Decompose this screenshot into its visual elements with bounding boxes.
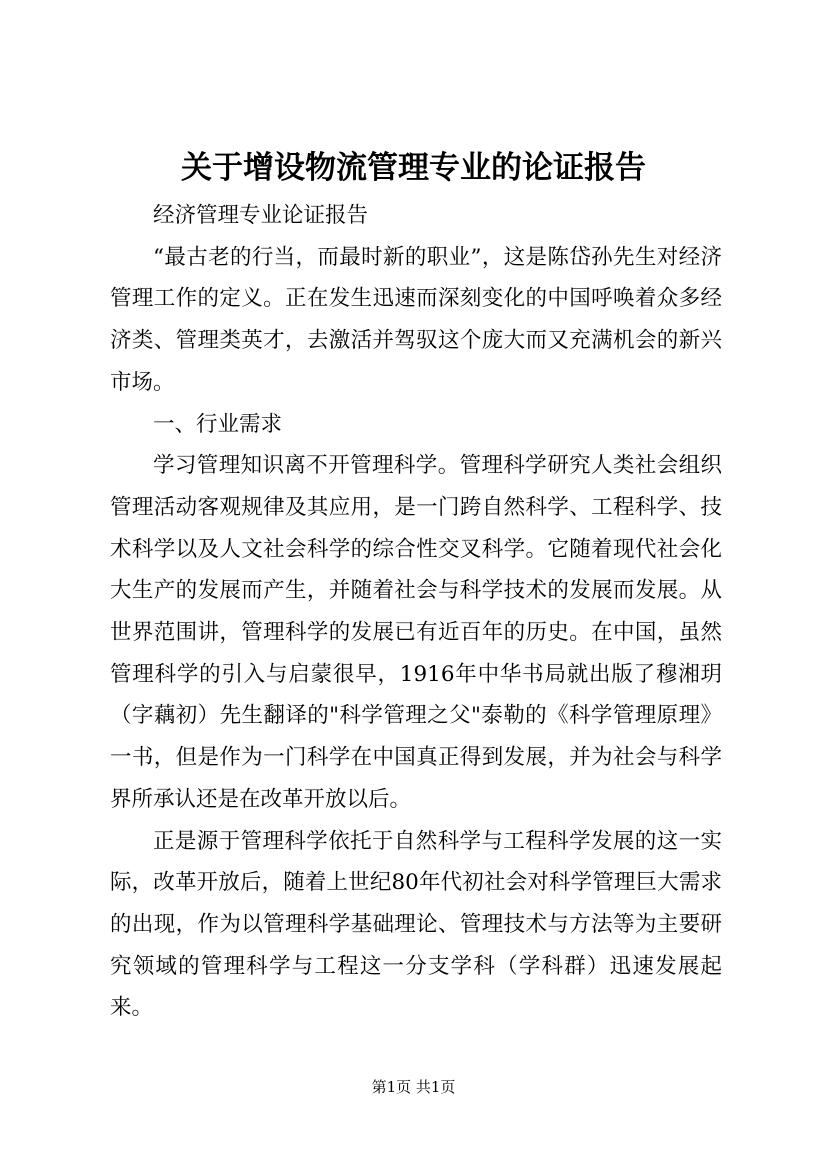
paragraph-subtitle: 经济管理专业论证报告 (153, 203, 369, 228)
paragraph-management-science: 学习管理知识离不开管理科学。管理科学研究人类社会组织管理活动客观规律及其应用，是一门跨自然科学、工程科学、技术科学以及人文社会科学的综合性交叉科学。它随着现代社会化大生产的发展而产生，并随着社会与科学技术的发展而发展。从世界范围讲，管理科学的发展已有近百年的历史。在中国，虽然管理科学的引入与启蒙很早，1916年中华书局就出版了穆湘玥（字藕初）先生翻译的"科学管理之父"泰勒的《科学管理原理》一书，但是作为一门科学在中国真正得到发展，并为社会与科学界所承认还是在改革开放以后。 (110, 453, 722, 812)
page-footer: 第1页 共1页 (371, 1078, 456, 1096)
paragraph-reform: 正是源于管理科学依托于自然科学与工程科学发展的这一实际，改革开放后，随着上世纪80年代初社会对科学管理巨大需求的出现，作为以管理科学基础理论、管理技术与方法等为主要研究领域的管理科学与工程这一分支学科（学科群）迅速发展起来。 (110, 828, 722, 1021)
paragraph-intro: “最古老的行当，而最时新的职业”，这是陈岱孙先生对经济管理工作的定义。正在发生迅速而深刻变化的中国呼唤着众多经济类、管理类英才，去激活并驾驭这个庞大而又充满机会的新兴市场。 (110, 244, 722, 395)
document-body (110, 195, 722, 1029)
section-heading: 一、行业需求 (153, 411, 283, 437)
document-title: 关于增设物流管理专业的论证报告 (181, 150, 646, 186)
